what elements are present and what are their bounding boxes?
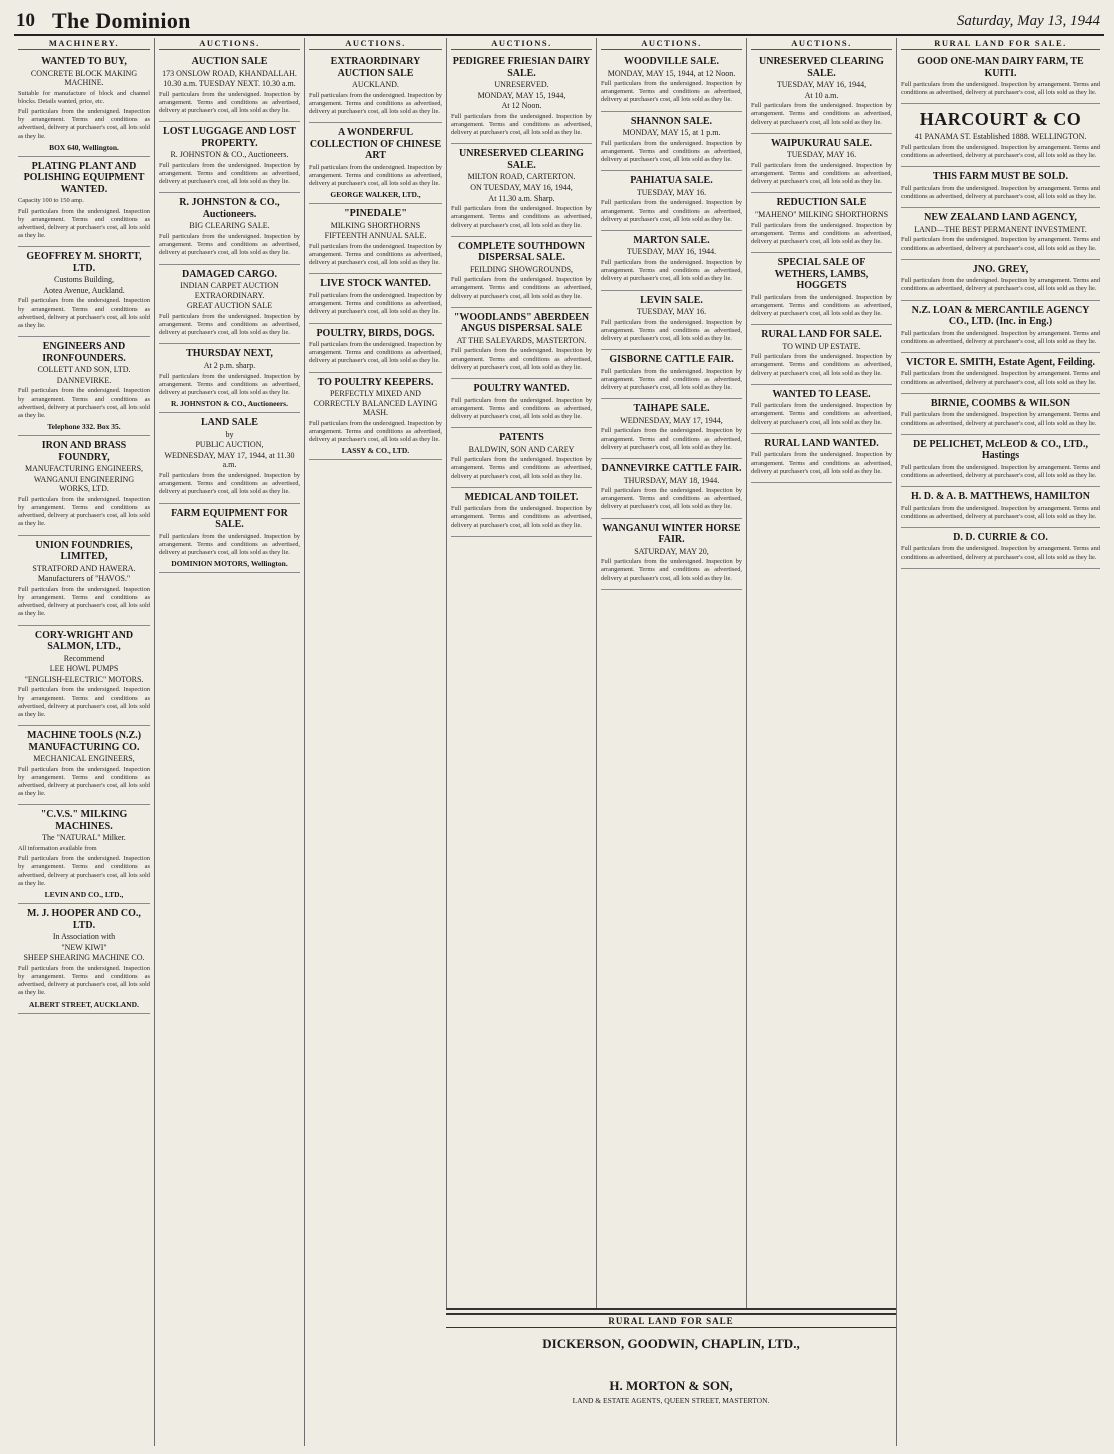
ad-headline: UNRESERVED CLEARING SALE. xyxy=(759,56,884,79)
ad-subline: PERFECTLY MIXED AND CORRECTLY BALANCED LAYING MASH. xyxy=(313,389,438,418)
column-c7 xyxy=(896,38,1104,1446)
ad-headline: DE PELICHET, McLEOD & CO., LTD., Hastings xyxy=(912,438,1089,462)
ad-subline: In Association with xyxy=(52,932,116,941)
ad-subline: WEDNESDAY, MAY 17, 1944, xyxy=(620,415,723,425)
ad-signature: DOMINION MOTORS, Wellington. xyxy=(171,559,288,569)
advertisement xyxy=(309,204,442,274)
column-c3 xyxy=(304,38,446,1446)
ad-body-filler: Full particulars from the undersigned. Inspection by arrangement. Terms and conditions as advertised, delivery at purchaser's cost, all lots sold as they lie. xyxy=(601,427,742,451)
ad-headline: JNO. GREY, xyxy=(972,263,1029,275)
ad-headline: PLATING PLANT AND POLISHING EQUIPMENT WANTED. xyxy=(23,160,145,195)
ad-headline: CORY-WRIGHT AND SALMON, LTD., xyxy=(34,629,134,653)
ad-subline: ON TUESDAY, MAY 16, 1944, xyxy=(470,182,573,192)
ad-body-filler: Full particulars from the undersigned. Inspection by arrangement. Terms and conditions as advertised, delivery at purchaser's cost, all lots sold as they lie. xyxy=(751,102,892,126)
ad-body-filler: Full particulars from the undersigned. Inspection by arrangement. Terms and conditions as advertised, delivery at purchaser's cost, all lots sold as they lie. xyxy=(18,495,150,528)
ad-headline: IRON AND BRASS FOUNDRY, xyxy=(41,440,127,463)
ad-headline: COMPLETE SOUTHDOWN DISPERSAL SALE. xyxy=(458,240,585,264)
advertisement xyxy=(901,487,1100,528)
ad-body-filler: Full particulars from the undersigned. Inspection by arrangement. Terms and conditions as advertised, delivery at purchaser's cost, all lots sold as they lie. xyxy=(18,297,150,329)
ad-subline: TUESDAY, MAY 16. xyxy=(636,187,707,197)
advertisement xyxy=(751,134,892,194)
ad-headline: M. J. HOOPER AND CO., LTD. xyxy=(27,908,141,931)
ad-body-filler: Full particulars from the undersigned. Inspection by arrangement. Terms and conditions as advertised, delivery at purchaser's cost, all lots sold as they lie. xyxy=(451,456,592,480)
ad-subline: The "NATURAL" Milker. xyxy=(42,833,126,843)
ad-headline: MARTON SALE. xyxy=(633,234,710,246)
ad-subline: GREAT AUCTION SALE xyxy=(186,301,273,311)
ad-subline: R. JOHNSTON & CO., Auctioneers. xyxy=(170,150,289,160)
ad-subline: BIG CLEARING SALE. xyxy=(189,221,270,231)
ad-headline: REDUCTION SALE xyxy=(776,197,867,209)
ad-headline: HARCOURT & CO xyxy=(919,109,1082,130)
advertisement xyxy=(159,344,300,413)
ad-headline: DAMAGED CARGO. xyxy=(182,268,277,280)
ad-subline: DANNEVIRKE. xyxy=(56,375,112,385)
ad-body-filler: Full particulars from the undersigned. Inspection by arrangement. Terms and conditions as advertised, delivery at purchaser's cost, all lots sold as they lie. xyxy=(309,242,442,267)
ad-body-filler: Full particulars from the undersigned. Inspection by arrangement. Terms and conditions as advertised, delivery at purchaser's cost, all lots sold as they lie. xyxy=(901,81,1100,97)
ad-body-filler: Full particulars from the undersigned. Inspection by arrangement. Terms and conditions as advertised, delivery at purchaser's cost, all lots sold as they lie. xyxy=(451,347,592,371)
ad-subline: MILKING SHORTHORNS xyxy=(330,220,421,230)
ad-subline: MONDAY, MAY 15, at 1 p.m. xyxy=(622,128,721,138)
ad-body-filler: Full particulars from the undersigned. Inspection by arrangement. Terms and conditions as advertised, delivery at purchaser's cost, all lots sold as they lie. xyxy=(159,471,300,496)
advertisement xyxy=(18,626,150,727)
advertisement xyxy=(601,399,742,459)
ad-subline: MONDAY, MAY 15, 1944, xyxy=(477,90,566,100)
ad-subline: FEILDING SHOWGROUNDS, xyxy=(469,264,574,274)
ad-headline: "PINEDALE" xyxy=(344,208,407,220)
banner-heading: RURAL LAND FOR SALE xyxy=(446,1313,896,1328)
ad-body-filler: Full particulars from the undersigned. Inspection by arrangement. Terms and conditions as advertised, delivery at purchaser's cost, all lots sold as they lie. xyxy=(18,387,150,419)
advertisement xyxy=(18,904,150,1014)
advertisement xyxy=(751,253,892,325)
ad-body-filler: Full particulars from the undersigned. Inspection by arrangement. Terms and conditions as advertised, delivery at purchaser's cost, all lots sold as they lie. xyxy=(309,341,442,365)
ad-subline: FIFTEENTH ANNUAL SALE. xyxy=(324,231,427,241)
advertisement xyxy=(901,394,1100,435)
ad-body-filler: Full particulars from the undersigned. Inspection by arrangement. Terms and conditions as advertised, delivery at purchaser's cost, all lots sold as they lie. xyxy=(18,964,150,997)
ad-headline: TO POULTRY KEEPERS. xyxy=(317,376,434,388)
ad-subline: MECHANICAL ENGINEERS, xyxy=(33,754,135,764)
ad-subline: Customs Building, xyxy=(53,275,114,285)
ad-body-filler: Full particulars from the undersigned. Inspection by arrangement. Terms and conditions as advertised, delivery at purchaser's cost, all lots sold as they lie. xyxy=(451,205,592,229)
advertisement xyxy=(751,193,892,253)
ad-subline: Manufacturers of "HAVOS." xyxy=(37,574,131,584)
ad-headline: ENGINEERS AND IRONFOUNDERS. xyxy=(42,341,126,364)
advertisement xyxy=(601,52,742,112)
advertisement xyxy=(901,528,1100,569)
ad-headline: TAIHAPE SALE. xyxy=(633,403,710,415)
column-heading: AUCTIONS. xyxy=(601,38,742,50)
ad-subline: TUESDAY, MAY 16. xyxy=(636,307,707,317)
advertisement xyxy=(309,52,442,123)
advertisement xyxy=(601,112,742,172)
advertisement xyxy=(901,260,1100,301)
advertisement xyxy=(309,324,442,373)
ad-subline: LEE HOWL PUMPS xyxy=(49,664,119,674)
ad-signature: BOX 640, Wellington. xyxy=(49,142,119,152)
ad-headline: "C.V.S." MILKING MACHINES. xyxy=(40,809,128,832)
advertisement xyxy=(901,301,1100,353)
ad-subline: MONDAY, MAY 15, 1944, at 12 Noon. xyxy=(607,68,736,78)
ad-body-filler: Full particulars from the undersigned. Inspection by arrangement. Terms and conditions as advertised, delivery at purchaser's cost, all lots sold as they lie. xyxy=(601,487,742,511)
advertisement xyxy=(901,167,1100,208)
ad-headline: WOODVILLE SALE. xyxy=(623,56,720,67)
ad-headline: LAND SALE xyxy=(201,417,258,429)
ad-body-filler: Full particulars from the undersigned. Inspection by arrangement. Terms and conditions as advertised, delivery at purchaser's cost, all lots sold as they lie. xyxy=(159,312,300,337)
ad-subline: "NEW KIWI" xyxy=(61,942,107,952)
advertisement xyxy=(601,350,742,399)
masthead xyxy=(14,8,1104,36)
ad-subline: At 12 Noon. xyxy=(501,101,542,111)
ad-body-filler: Full particulars from the undersigned. Inspection by arrangement. Terms and conditions as advertised, delivery at purchaser's cost, all lots sold as they lie. xyxy=(451,112,592,137)
advertisement xyxy=(309,274,442,323)
advertisement xyxy=(309,123,442,204)
ad-body-filler: Full particulars from the undersigned. Inspection by arrangement. Terms and conditions as advertised, delivery at purchaser's cost, all lots sold as they lie. xyxy=(309,291,442,316)
ad-body-filler: Full particulars from the undersigned. Inspection by arrangement. Terms and conditions as advertised, delivery at purchaser's cost, all lots sold as they lie. xyxy=(601,259,742,283)
page-number: 10 xyxy=(16,10,35,31)
ad-body-filler: Full particulars from the undersigned. Inspection by arrangement. Terms and conditions as advertised, delivery at purchaser's cost, all lots sold as they lie. xyxy=(601,558,742,582)
ad-body-filler: Full particulars from the undersigned. Inspection by arrangement. Terms and conditions as advertised, delivery at purchaser's cost, all lots sold as they lie. xyxy=(601,80,742,104)
ad-headline: EXTRAORDINARY AUCTION SALE xyxy=(330,56,421,79)
ad-signature: ALBERT STREET, AUCKLAND. xyxy=(29,999,139,1009)
advertisement xyxy=(451,52,592,144)
ad-subline: MILTON ROAD, CARTERTON. xyxy=(467,172,576,182)
ad-body-filler: Full particulars from the undersigned. Inspection by arrangement. Terms and conditions as advertised, delivery at purchaser's cost, all lots sold as they lie. xyxy=(601,367,742,392)
ad-subline: WANGANUI ENGINEERING WORKS, LTD. xyxy=(33,474,135,494)
ad-subline: "ENGLISH-ELECTRIC" MOTORS. xyxy=(24,674,144,684)
ad-subline: "MAHENO" MILKING SHORTHORNS xyxy=(754,209,889,219)
advertisement xyxy=(601,519,742,590)
advertisement xyxy=(901,52,1100,104)
ad-headline: A WONDERFUL COLLECTION OF CHINESE ART xyxy=(309,127,442,162)
ad-body-filler: Full particulars from the undersigned. Inspection by arrangement. Terms and conditions as advertised, delivery at purchaser's cost, all lots sold as they lie. xyxy=(18,207,150,240)
advertisement xyxy=(18,536,150,626)
ad-signature: Telephone 332. Box 35. xyxy=(47,422,121,432)
banner-second-sub: LAND & ESTATE AGENTS, QUEEN STREET, MASTERTON. xyxy=(572,1396,770,1405)
advertisement xyxy=(159,504,300,574)
ad-body-filler: Full particulars from the undersigned. Inspection by arrangement. Terms and conditions as advertised, delivery at purchaser's cost, all lots sold as they lie. xyxy=(451,396,592,420)
ad-body-filler: Full particulars from the undersigned. Inspection by arrangement. Terms and conditions as advertised, delivery at purchaser's cost, all lots sold as they lie. xyxy=(309,419,442,444)
ad-subline: TO WIND UP ESTATE. xyxy=(782,341,861,351)
ad-headline: DANNEVIRKE CATTLE FAIR. xyxy=(601,463,742,474)
ad-body-filler: Full particulars from the undersigned. Inspection by arrangement. Terms and conditions as advertised, delivery at purchaser's cost, all lots sold as they lie. xyxy=(18,108,150,140)
ad-headline: GEOFFREY M. SHORTT, LTD. xyxy=(26,251,142,274)
column-c5 xyxy=(596,38,746,1446)
column-heading: AUCTIONS. xyxy=(451,38,592,50)
ad-headline: H. D. & A. B. MATTHEWS, HAMILTON xyxy=(910,491,1090,503)
ad-subline: SATURDAY, MAY 20, xyxy=(634,546,709,556)
advertisement xyxy=(18,436,150,536)
ad-headline: SPECIAL SALE OF WETHERS, LAMBS, HOGGETS xyxy=(774,257,869,292)
ad-subline: 173 ONSLOW ROAD, KHANDALLAH. xyxy=(162,68,297,78)
ad-subline: MANUFACTURING ENGINEERS, xyxy=(24,464,144,474)
column-c2 xyxy=(154,38,304,1446)
advertisement xyxy=(901,353,1100,394)
ad-body-filler: Full particulars from the undersigned. Inspection by arrangement. Terms and conditions as advertised, delivery at purchaser's cost, all lots sold as they lie. xyxy=(159,90,300,115)
ad-body-filler: Full particulars from the undersigned. Inspection by arrangement. Terms and conditions as advertised, delivery at purchaser's cost, all lots sold as they lie. xyxy=(18,686,150,718)
ad-body-filler: Full particulars from the undersigned. Inspection by arrangement. Terms and conditions as advertised, delivery at purchaser's cost, all lots sold as they lie. xyxy=(901,277,1100,293)
ad-subline: CONCRETE BLOCK MAKING MACHINE. xyxy=(30,68,138,88)
ad-headline: D. D. CURRIE & CO. xyxy=(953,531,1048,543)
ad-body-filler: Full particulars from the undersigned. Inspection by arrangement. Terms and conditions as advertised, delivery at purchaser's cost, all lots sold as they lie. xyxy=(309,91,442,115)
ad-headline: "WOODLANDS" ABERDEEN ANGUS DISPERSAL SALE xyxy=(453,311,590,335)
column-heading: AUCTIONS. xyxy=(309,38,442,50)
ad-headline: RURAL LAND FOR SALE. xyxy=(761,329,882,341)
advertisement xyxy=(451,488,592,537)
column-c1 xyxy=(14,38,154,1446)
ad-headline: PATENTS xyxy=(499,432,544,444)
ad-body-filler: Full particulars from the undersigned. Inspection by arrangement. Terms and conditions as advertised, delivery at purchaser's cost, all lots sold as they lie. xyxy=(901,236,1100,252)
bottom-banner xyxy=(446,1308,896,1448)
ad-headline: THIS FARM MUST BE SOLD. xyxy=(933,171,1068,183)
ad-headline: R. JOHNSTON & CO., Auctioneers. xyxy=(179,197,280,220)
column-heading: RURAL LAND FOR SALE. xyxy=(901,38,1100,50)
ad-headline: LOST LUGGAGE AND LOST PROPERTY. xyxy=(163,126,296,149)
ad-subline: At 10 a.m. xyxy=(804,90,839,100)
issue-date: Saturday, May 13, 1944 xyxy=(956,13,1100,29)
advertisement xyxy=(751,52,892,134)
ad-body-filler: Full particulars from the undersigned. Inspection by arrangement. Terms and conditions as advertised, delivery at purchaser's cost, all lots sold as they lie. xyxy=(751,161,892,186)
ad-headline: POULTRY WANTED. xyxy=(473,383,570,394)
advertisement xyxy=(18,52,150,157)
ad-headline: RURAL LAND WANTED. xyxy=(764,437,879,449)
ad-headline: VICTOR E. SMITH, Estate Agent, Feilding. xyxy=(906,356,1095,368)
advertisement xyxy=(18,337,150,436)
ad-body-filler: Full particulars from the undersigned. Inspection by arrangement. Terms and conditions as advertised, delivery at purchaser's cost, all lots sold as they lie. xyxy=(159,372,300,396)
ad-body: All information available from xyxy=(18,845,97,853)
advertisement xyxy=(901,104,1100,167)
ad-subline: TUESDAY, MAY 16, 1944. xyxy=(626,247,717,257)
ad-headline: UNRESERVED CLEARING SALE. xyxy=(459,148,584,171)
ad-body-filler: Full particulars from the undersigned. Inspection by arrangement. Terms and conditions as advertised, delivery at purchaser's cost, all lots sold as they lie. xyxy=(901,463,1100,479)
ad-signature: LEVIN AND CO., LTD., xyxy=(44,890,124,899)
ad-body-filler: Full particulars from the undersigned. Inspection by arrangement. Terms and conditions as advertised, delivery at purchaser's cost, all lots sold as they lie. xyxy=(309,163,442,188)
ad-headline: MEDICAL AND TOILET. xyxy=(464,491,579,503)
ad-body: Capacity 100 to 150 amp. xyxy=(18,197,84,205)
ad-headline: WAIPUKURAU SALE. xyxy=(770,137,873,149)
ad-headline: BIRNIE, COOMBS & WILSON xyxy=(930,397,1071,409)
ad-subline: 41 PANAMA ST. Established 1888. WELLINGTON. xyxy=(914,132,1087,142)
advertisement xyxy=(451,308,592,379)
advertisement xyxy=(751,325,892,385)
advertisement xyxy=(159,193,300,264)
ad-headline: WANTED TO LEASE. xyxy=(772,388,871,400)
ad-body-filler: Full particulars from the undersigned. Inspection by arrangement. Terms and conditions as advertised, delivery at purchaser's cost, all lots sold as they lie. xyxy=(901,143,1100,160)
ad-body-filler: Full particulars from the undersigned. Inspection by arrangement. Terms and conditions as advertised, delivery at purchaser's cost, all lots sold as they lie. xyxy=(751,293,892,317)
ad-headline: LEVIN SALE. xyxy=(640,294,703,306)
ad-subline: by xyxy=(225,429,234,439)
ad-subline: AT THE SALEYARDS, MASTERTON. xyxy=(456,335,587,345)
ad-subline: BALDWIN, SON AND CAREY xyxy=(468,444,575,454)
ad-subline: 10.30 a.m. TUESDAY NEXT. 10.30 a.m. xyxy=(163,79,296,89)
ad-body-filler: Full particulars from the undersigned. Inspection by arrangement. Terms and conditions as advertised, delivery at purchaser's cost, all lots sold as they lie. xyxy=(159,233,300,257)
ad-body-filler: Full particulars from the undersigned. Inspection by arrangement. Terms and conditions as advertised, delivery at purchaser's cost, all lots sold as they lie. xyxy=(601,139,742,164)
advertisement xyxy=(18,247,150,337)
ad-headline: N.Z. LOAN & MERCANTILE AGENCY CO., LTD. (Inc. in Eng.) xyxy=(911,304,1090,328)
column-heading: AUCTIONS. xyxy=(751,38,892,50)
advertisement xyxy=(159,265,300,345)
ad-headline: MACHINE TOOLS (N.Z.) MANUFACTURING CO. xyxy=(26,730,142,753)
ad-subline: WEDNESDAY, MAY 17, 1944, at 11.30 a.m. xyxy=(164,450,295,470)
ad-headline: UNION FOUNDRIES, LIMITED, xyxy=(35,539,133,563)
advertisement xyxy=(751,434,892,483)
ad-subline: COLLETT AND SON, LTD. xyxy=(37,365,131,375)
ad-headline: SHANNON SALE. xyxy=(630,115,713,127)
ad-headline: THURSDAY NEXT, xyxy=(186,348,273,360)
ad-body-filler: Full particulars from the undersigned. Inspection by arrangement. Terms and conditions as advertised, delivery at purchaser's cost, all lots sold as they lie. xyxy=(451,276,592,300)
ad-body-filler: Full particulars from the undersigned. Inspection by arrangement. Terms and conditions as advertised, delivery at purchaser's cost, all lots sold as they lie. xyxy=(601,199,742,223)
advertisement xyxy=(601,459,742,519)
ad-subline: THURSDAY, MAY 18, 1944. xyxy=(623,475,720,485)
ad-headline: FARM EQUIPMENT FOR SALE. xyxy=(171,507,288,530)
ad-subline: SHEEP SHEARING MACHINE CO. xyxy=(23,953,145,963)
ad-subline: AUCKLAND. xyxy=(352,80,399,89)
ad-headline: WANGANUI WINTER HORSE FAIR. xyxy=(602,522,741,546)
ad-subline: Aotea Avenue, Auckland. xyxy=(43,285,125,295)
ad-headline: POULTRY, BIRDS, DOGS. xyxy=(316,327,435,339)
column-c4 xyxy=(446,38,596,1446)
ad-body: Suitable for manufacture of block and channel blocks. Details wanted, price, etc. xyxy=(18,89,150,105)
newspaper-page xyxy=(14,8,1104,1446)
ad-body-filler: Full particulars from the undersigned. Inspection by arrangement. Terms and conditions as advertised, delivery at purchaser's cost, all lots sold as they lie. xyxy=(751,451,892,475)
ad-headline: GOOD ONE-MAN DAIRY FARM, TE KUITI. xyxy=(917,56,1084,79)
ad-body-filler: Full particulars from the undersigned. Inspection by arrangement. Terms and conditions as advertised, delivery at purchaser's cost, all lots sold as they lie. xyxy=(901,545,1100,561)
advertisement xyxy=(451,379,592,428)
advertisement xyxy=(751,385,892,434)
advertisement xyxy=(451,237,592,308)
ad-body-filler: Full particulars from the undersigned. Inspection by arrangement. Terms and conditions as advertised, delivery at purchaser's cost, all lots sold as they lie. xyxy=(451,505,592,529)
ad-body-filler: Full particulars from the undersigned. Inspection by arrangement. Terms and conditions as advertised, delivery at purchaser's cost, all lots sold as they lie. xyxy=(601,318,742,343)
ad-subline: At 11.30 a.m. Sharp. xyxy=(488,193,555,203)
advertisement xyxy=(451,144,592,236)
advertisement xyxy=(601,231,742,291)
ad-body-filler: Full particulars from the undersigned. Inspection by arrangement. Terms and conditions as advertised, delivery at purchaser's cost, all lots sold as they lie. xyxy=(751,221,892,245)
ad-subline: LAND—THE BEST PERMANENT INVESTMENT. xyxy=(914,224,1087,234)
advertisement xyxy=(159,122,300,193)
advertisement xyxy=(901,435,1100,487)
column-c6 xyxy=(746,38,896,1446)
column-heading: MACHINERY. xyxy=(18,38,150,50)
ad-headline: GISBORNE CATTLE FAIR. xyxy=(609,354,734,366)
ad-body-filler: Full particulars from the undersigned. Inspection by arrangement. Terms and conditions as advertised, delivery at purchaser's cost, all lots sold as they lie. xyxy=(901,411,1100,427)
advertisement xyxy=(18,726,150,805)
advertisement xyxy=(18,157,150,247)
ad-subline: STRATFORD AND HAWERA. xyxy=(32,563,136,573)
advertisement xyxy=(309,373,442,461)
ad-body-filler: Full particulars from the undersigned. Inspection by arrangement. Terms and conditions as advertised, delivery at purchaser's cost, all lots sold as they lie. xyxy=(18,585,150,618)
advertisement xyxy=(451,428,592,488)
ad-body-filler: Full particulars from the undersigned. Inspection by arrangement. Terms and conditions as advertised, delivery at purchaser's cost, all lots sold as they lie. xyxy=(901,184,1100,201)
ad-body-filler: Full particulars from the undersigned. Inspection by arrangement. Terms and conditions as advertised, delivery at purchaser's cost, all lots sold as they lie. xyxy=(901,504,1100,520)
ad-body-filler: Full particulars from the undersigned. Inspection by arrangement. Terms and conditions as advertised, delivery at purchaser's cost, all lots sold as they lie. xyxy=(751,402,892,426)
ad-body-filler: Full particulars from the undersigned. Inspection by arrangement. Terms and conditions as advertised, delivery at purchaser's cost, all lots sold as they lie. xyxy=(901,329,1100,345)
ad-body-filler: Full particulars from the undersigned. Inspection by arrangement. Terms and conditions as advertised, delivery at purchaser's cost, all lots sold as they lie. xyxy=(18,855,150,887)
ad-subline: At 2 p.m. sharp. xyxy=(203,360,256,370)
ad-subline: TUESDAY, MAY 16, 1944, xyxy=(776,80,867,89)
ad-headline: WANTED TO BUY, xyxy=(41,56,127,67)
ad-subline: PUBLIC AUCTION, xyxy=(195,440,264,450)
advertisement xyxy=(18,805,150,904)
ad-subline: Recommend xyxy=(63,653,105,663)
advertisement xyxy=(159,52,300,122)
ad-headline: AUCTION SALE xyxy=(191,56,268,67)
advertisement xyxy=(601,291,742,351)
banner-advertiser: DICKERSON, GOODWIN, CHAPLIN, LTD., xyxy=(542,1336,800,1351)
ad-headline: PAHIATUA SALE. xyxy=(630,175,713,187)
paper-name: The Dominion xyxy=(52,8,191,33)
ad-body-filler: Full particulars from the undersigned. Inspection by arrangement. Terms and conditions as advertised, delivery at purchaser's cost, all lots sold as they lie. xyxy=(751,353,892,377)
ad-headline: PEDIGREE FRIESIAN DAIRY SALE. xyxy=(452,56,591,79)
ad-subline: TUESDAY, MAY 16. xyxy=(786,150,857,160)
advertisement xyxy=(901,208,1100,259)
ad-headline: NEW ZEALAND LAND AGENCY, xyxy=(924,212,1077,224)
ad-signature: R. JOHNSTON & CO., Auctioneers. xyxy=(171,399,288,409)
banner-second-advertiser: H. MORTON & SON, xyxy=(609,1378,733,1393)
column-heading: AUCTIONS. xyxy=(159,38,300,50)
ad-signature: LASSY & CO., LTD. xyxy=(341,446,410,456)
advertisement xyxy=(601,171,742,231)
ad-headline: LIVE STOCK WANTED. xyxy=(320,278,431,290)
ad-body-filler: Full particulars from the undersigned. Inspection by arrangement. Terms and conditions as advertised, delivery at purchaser's cost, all lots sold as they lie. xyxy=(159,161,300,186)
ad-subline: UNRESERVED. xyxy=(494,80,549,89)
advertisement xyxy=(159,413,300,503)
ad-body-filler: Full particulars from the undersigned. Inspection by arrangement. Terms and conditions as advertised, delivery at purchaser's cost, all lots sold as they lie. xyxy=(159,532,300,556)
ad-signature: GEORGE WALKER, LTD., xyxy=(330,190,421,200)
ad-body-filler: Full particulars from the undersigned. Inspection by arrangement. Terms and conditions as advertised, delivery at purchaser's cost, all lots sold as they lie. xyxy=(901,370,1100,386)
ad-body-filler: Full particulars from the undersigned. Inspection by arrangement. Terms and conditions as advertised, delivery at purchaser's cost, all lots sold as they lie. xyxy=(18,765,150,798)
ad-subline: INDIAN CARPET AUCTION EXTRAORDINARY. xyxy=(180,281,279,300)
